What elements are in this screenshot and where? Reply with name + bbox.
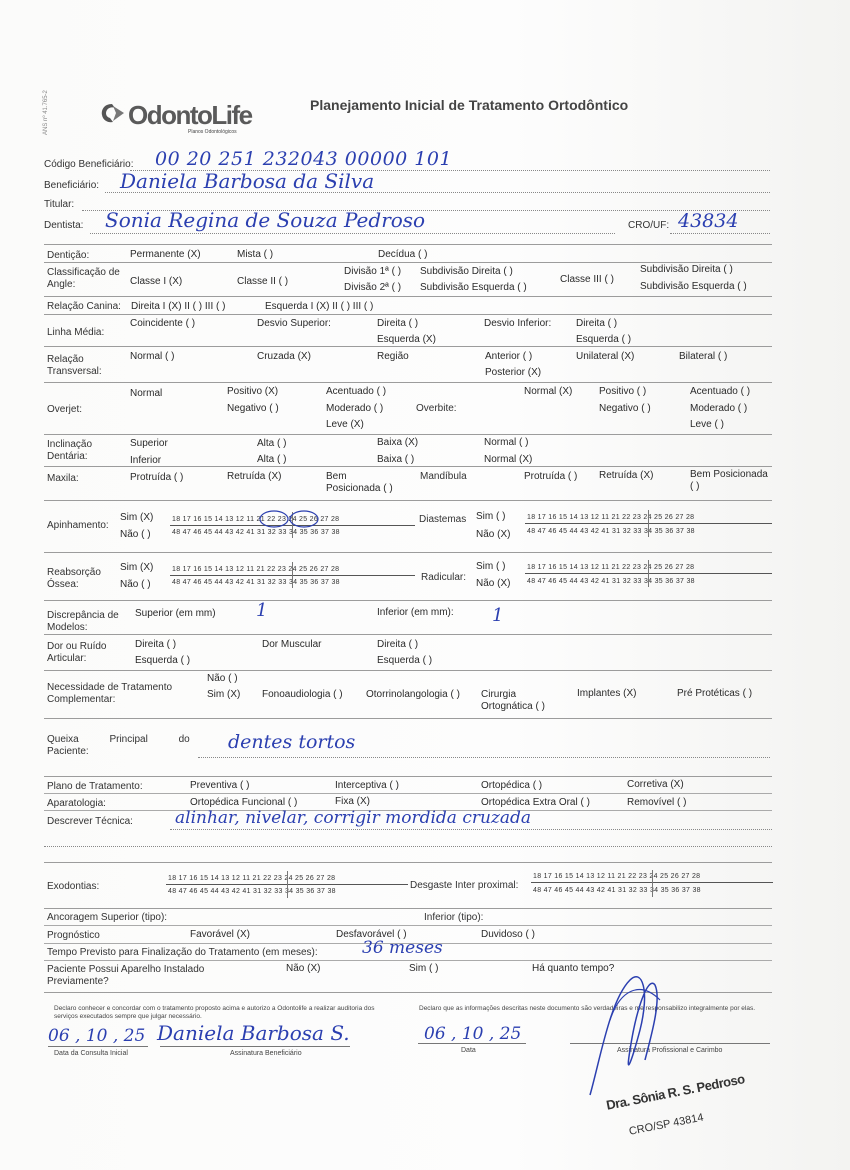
rd-teeth-lower[interactable]: 48 47 46 45 44 43 42 41 31 32 33 34 35 36 37 38 [527,578,695,585]
pl-preventiva[interactable]: Preventiva ( ) [190,780,250,791]
tr-posterior[interactable]: Posterior (X) [485,367,542,378]
cro-value[interactable]: 43834 [678,210,739,232]
maxila-label: Maxila: [47,473,79,484]
overjet-label: Overjet: [47,404,83,415]
diastemas-label: Diastemas [419,514,467,525]
canina-label: Relação Canina: [47,301,121,312]
inc-alta2[interactable]: Alta ( ) [257,454,287,465]
angle-label: Classificação de Angle: [47,267,120,290]
tecnica-label: Descrever Técnica: [47,816,133,827]
transversal-label: Relação Transversal: [47,354,102,377]
prog-favoravel[interactable]: Favorável (X) [190,929,251,940]
denticao-label: Dentição: [47,250,90,261]
denticao-decidua[interactable]: Decídua ( ) [378,249,428,260]
rd-nao[interactable]: Não (X) [476,578,511,589]
date-right-label: Data [461,1047,476,1054]
canina-esquerda[interactable]: Esquerda I (X) II ( ) III ( ) [265,301,374,312]
ob-negativo[interactable]: Negativo ( ) [599,403,651,414]
ap-teeth-upper[interactable]: 18 17 16 15 14 13 12 11 21 22 23 24 25 26 27 28 [172,516,340,523]
logo-text: OdontoLife [128,100,252,130]
tr-anterior[interactable]: Anterior ( ) [485,351,533,362]
lm-esq2[interactable]: Esquerda ( ) [576,334,632,345]
oj-positivo[interactable]: Positivo (X) [227,386,279,397]
pl-interceptiva[interactable]: Interceptiva ( ) [335,780,399,791]
aparatologia-label: Aparatologia: [47,798,106,809]
lm-dir2[interactable]: Direita ( ) [576,318,618,329]
inclinacao-label: Inclinação Dentária: [47,439,93,462]
date-right[interactable]: 06 , 10 , 25 [424,1024,522,1044]
oj-moderado[interactable]: Moderado ( ) [326,403,384,414]
ancoragem-inf-label: Inferior (tipo): [424,912,484,923]
denticao-permanente[interactable]: Permanente (X) [130,249,201,260]
ob-leve[interactable]: Leve ( ) [690,419,724,430]
comp-fono[interactable]: Fonoaudiologia ( ) [262,689,343,700]
dor-m-direita[interactable]: Direita ( ) [377,639,419,650]
dor-muscular: Dor Muscular [262,639,322,650]
sig-left[interactable]: Daniela Barbosa S. [157,1021,350,1045]
complementar-label: Necessidade de Tratamento Complementar: [47,682,173,705]
dor-direita[interactable]: Direita ( ) [135,639,177,650]
professional-signature [570,960,690,1100]
inc-baixa1[interactable]: Baixa (X) [377,437,419,448]
apa-extra[interactable]: Ortopédica Extra Oral ( ) [481,797,590,808]
radicular-label: Radicular: [421,572,467,583]
date-left-label: Data da Consulta Inicial [54,1050,128,1057]
lm-desvio-inf: Desvio Inferior: [484,318,552,329]
angle-div2[interactable]: Divisão 2ª ( ) [344,282,402,293]
dentista-value[interactable]: Sonia Regina de Souza Pedroso [105,208,426,232]
beneficiario-label: Beneficiário: [44,180,100,191]
rb-sim[interactable]: Sim (X) [120,562,154,573]
comp-cirurgia[interactable]: Cirurgia Ortognática ( ) [481,689,545,712]
queixa-value[interactable]: dentes tortos [228,731,356,753]
mandibula-label: Mandíbula [420,471,467,482]
prog-duvidoso[interactable]: Duvidoso ( ) [481,929,535,940]
logo-subtitle: Planos Odontológicos [188,129,237,135]
dg-teeth-lower[interactable]: 48 47 46 45 44 43 42 41 31 32 33 34 35 36 37 38 [533,887,701,894]
dentista-label: Dentista: [44,220,84,231]
prog-desfavoravel[interactable]: Desfavorável ( ) [336,929,407,940]
ob-moderado[interactable]: Moderado ( ) [690,403,748,414]
discrepancia-label: Discrepância de Modelos: [47,610,119,633]
tr-regiao: Região [377,351,409,362]
comp-otorrino[interactable]: Otorrinolangologia ( ) [366,689,460,700]
denticao-mista[interactable]: Mista ( ) [237,249,274,260]
ap-sim[interactable]: Sim (X) [120,512,154,523]
lm-desvio-sup: Desvio Superior: [257,318,331,329]
date-left[interactable]: 06 , 10 , 25 [48,1026,146,1046]
inc-inferior: Inferior [130,455,162,466]
disc-inferior: Inferior (em mm): [377,607,454,618]
mx-protruida[interactable]: Protruída ( ) [130,472,184,483]
stamp-name: Dra. Sônia R. S. Pedroso [605,1071,746,1113]
desgaste-label: Desgaste Inter proximal: [410,880,519,891]
angle-subesq[interactable]: Subdivisão Esquerda ( ) [420,282,527,293]
tecnica-value[interactable]: alinhar, nivelar, corrigir mordida cruzada [175,808,532,828]
exodontias-label: Exodontias: [47,881,100,892]
angle-classe2[interactable]: Classe II ( ) [237,276,289,287]
overbite-label: Overbite: [416,403,457,414]
md-protruida[interactable]: Protruída ( ) [524,471,578,482]
decl-left: Declaro conhecer e concordar com o tratamento proposto acima e autorizo a Odontolife a realizar auditoria dos serviços executados sempre que julgar necessário. [54,1005,375,1020]
inc-normal1[interactable]: Normal ( ) [484,437,529,448]
ancoragem-sup-label: Ancoragem Superior (tipo): [47,912,168,923]
lm-coincidente[interactable]: Coincidente ( ) [130,318,196,329]
cro-label: CRO/UF: [628,220,670,231]
previo-quanto: Há quanto tempo? [532,963,615,974]
plano-label: Plano de Tratamento: [47,781,143,792]
angle-subdir[interactable]: Subdivisão Direita ( ) [420,266,513,277]
inc-normal2[interactable]: Normal (X) [484,454,533,465]
angle-div1[interactable]: Divisão 1ª ( ) [344,266,402,277]
disc-inf-value[interactable]: 1 [492,605,504,626]
mx-retruida[interactable]: Retruída (X) [227,471,282,482]
tr-normal[interactable]: Normal ( ) [130,351,175,362]
rd-teeth-upper[interactable]: 18 17 16 15 14 13 12 11 21 22 23 24 25 26 27 28 [527,564,695,571]
di-teeth-upper[interactable]: 18 17 16 15 14 13 12 11 21 22 23 24 25 26 27 28 [527,514,695,521]
tempo-value[interactable]: 36 meses [362,938,443,958]
comp-proteticas[interactable]: Pré Protéticas ( ) [677,688,753,699]
rb-nao[interactable]: Não ( ) [120,579,151,590]
codigo-label: Código Beneficiário: [44,159,134,170]
ob-normal[interactable]: Normal (X) [524,386,573,397]
rd-sim[interactable]: Sim ( ) [476,561,506,572]
teeth-circle-mark [252,510,332,534]
apa-fixa[interactable]: Fixa (X) [335,796,370,807]
inc-alta1[interactable]: Alta ( ) [257,438,287,449]
dor-esquerda[interactable]: Esquerda ( ) [135,655,191,666]
linha-media-label: Linha Média: [47,327,105,338]
side-code: ANS nº 41.765-2 [43,90,49,135]
tr-bilateral[interactable]: Bilateral ( ) [679,351,728,362]
disc-sup-value[interactable]: 1 [256,600,268,621]
apa-funcional[interactable]: Ortopédica Funcional ( ) [190,797,298,808]
tr-cruzada[interactable]: Cruzada (X) [257,351,311,362]
di-sim[interactable]: Sim ( ) [476,511,506,522]
reabsorcao-label: Reabsorção Óssea: [47,567,101,590]
oj-leve[interactable]: Leve (X) [326,419,364,430]
angle-subdir3[interactable]: Subdivisão Direita ( ) [640,264,733,275]
beneficiario-value[interactable]: Daniela Barbosa da Silva [120,169,375,193]
apa-removivel[interactable]: Removível ( ) [627,797,687,808]
ap-teeth-lower[interactable]: 48 47 46 45 44 43 42 41 31 32 33 34 35 36 37 38 [172,529,340,536]
md-retruida[interactable]: Retruída (X) [599,470,654,481]
previo-nao[interactable]: Não (X) [286,963,321,974]
titular-label: Titular: [44,199,75,210]
oj-normal[interactable]: Normal [130,388,163,399]
tempo-label: Tempo Previsto para Finalização do Tratamento (em meses): [47,947,318,958]
exo-teeth-lower[interactable]: 48 47 46 45 44 43 42 41 31 32 33 34 35 36 37 38 [168,888,336,895]
disc-superior: Superior (em mm) [135,608,216,619]
oj-negativo[interactable]: Negativo ( ) [227,403,279,414]
ap-nao[interactable]: Não ( ) [120,529,151,540]
angle-classe3[interactable]: Classe III ( ) [560,274,614,285]
previo-sim[interactable]: Sim ( ) [409,963,439,974]
stamp-cro: CRO/SP 43814 [628,1111,705,1138]
angle-classe1[interactable]: Classe I (X) [130,276,183,287]
comp-implantes[interactable]: Implantes (X) [577,688,637,699]
angle-subesq3[interactable]: Subdivisão Esquerda ( ) [640,281,747,292]
pl-ortopedica[interactable]: Ortopédica ( ) [481,780,543,791]
previo-label: Paciente Possui Aparelho Instalado Previamente? [47,964,205,987]
codigo-value[interactable]: 00 20 251 232043 00000 101 [155,148,453,170]
sig-right-label: Assinatura Profissional e Carimbo [617,1047,723,1054]
comp-sim[interactable]: Sim (X) [207,689,241,700]
di-teeth-lower[interactable]: 48 47 46 45 44 43 42 41 31 32 33 34 35 36 37 38 [527,528,695,535]
lm-dir1[interactable]: Direita ( ) [377,318,419,329]
tr-unilateral[interactable]: Unilateral (X) [576,351,635,362]
lm-esq1[interactable]: Esquerda (X) [377,334,436,345]
prognostico-label: Prognóstico [47,930,100,941]
dor-m-esquerda[interactable]: Esquerda ( ) [377,655,433,666]
dor-label: Dor ou Ruído Articular: [47,641,107,664]
inc-superior: Superior [130,438,168,449]
mx-bem[interactable]: Bem Posicionada ( ) [326,471,393,494]
pl-corretiva[interactable]: Corretiva (X) [627,779,684,790]
decl-right: Declaro que as informações descritas neste documento são verdadeiras e me responsabilizo integralmente por elas. [419,1005,756,1012]
sig-left-label: Assinatura Beneficiário [230,1050,302,1057]
rb-teeth-lower[interactable]: 48 47 46 45 44 43 42 41 31 32 33 34 35 36 37 38 [172,579,340,586]
ob-acentuado[interactable]: Acentuado ( ) [690,386,751,397]
md-bem[interactable]: Bem Posicionada ( ) [690,469,768,492]
rb-teeth-upper[interactable]: 18 17 16 15 14 13 12 11 21 22 23 24 25 26 27 28 [172,566,340,573]
di-nao[interactable]: Não (X) [476,529,511,540]
comp-nao[interactable]: Não ( ) [207,673,238,684]
apinhamento-label: Apinhamento: [47,520,109,531]
dg-teeth-upper[interactable]: 18 17 16 15 14 13 12 11 21 22 23 24 25 26 27 28 [533,873,701,880]
canina-direita[interactable]: Direita I (X) II ( ) III ( ) [131,301,226,312]
queixa-label: Queixa Principal do Paciente: [47,734,190,757]
inc-baixa2[interactable]: Baixa ( ) [377,454,415,465]
form-title: Planejamento Inicial de Tratamento Ortodôntico [310,97,629,113]
ob-positivo[interactable]: Positivo ( ) [599,386,647,397]
exo-teeth-upper[interactable]: 18 17 16 15 14 13 12 11 21 22 23 24 25 26 27 28 [168,875,336,882]
oj-acentuado[interactable]: Acentuado ( ) [326,386,387,397]
logo-icon [100,102,126,124]
